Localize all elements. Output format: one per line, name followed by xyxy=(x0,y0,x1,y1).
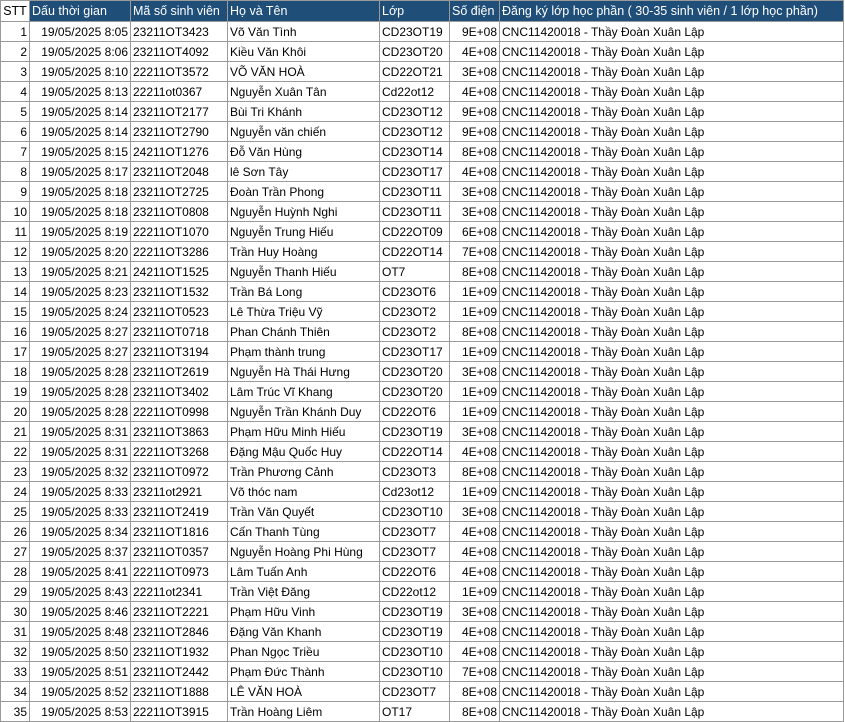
cell-timestamp[interactable]: 19/05/2025 8:52 xyxy=(30,682,131,702)
cell-student-id[interactable]: 23211OT0523 xyxy=(131,302,228,322)
table-row xyxy=(1,62,844,82)
cell-class[interactable]: CD23OT19 xyxy=(380,622,450,642)
header-student-id[interactable]: Mã số sinh viên xyxy=(131,1,228,22)
cell-timestamp[interactable]: 19/05/2025 8:10 xyxy=(30,62,131,82)
cell-class[interactable]: CD23OT19 xyxy=(380,22,450,42)
cell-stt[interactable]: 29 xyxy=(1,582,30,602)
cell-class[interactable]: CD23OT7 xyxy=(380,522,450,542)
cell-class[interactable]: CD23OT14 xyxy=(380,142,450,162)
cell-timestamp[interactable]: 19/05/2025 8:21 xyxy=(30,262,131,282)
cell-full-name[interactable]: Trần Huy Hoàng xyxy=(228,242,380,262)
table-row xyxy=(1,442,844,462)
table-row xyxy=(1,102,844,122)
cell-phone[interactable]: 4E+08 xyxy=(450,82,500,102)
cell-stt[interactable]: 20 xyxy=(1,402,30,422)
cell-student-id[interactable]: 23211OT2419 xyxy=(131,502,228,522)
cell-phone[interactable]: 1E+09 xyxy=(450,302,500,322)
cell-full-name[interactable]: Nguyễn Huỳnh Nghi xyxy=(228,202,380,222)
cell-full-name[interactable]: Đỗ Văn Hùng xyxy=(228,142,380,162)
table-row xyxy=(1,462,844,482)
cell-class[interactable]: CD23OT7 xyxy=(380,542,450,562)
table-row xyxy=(1,582,844,602)
table-row xyxy=(1,542,844,562)
cell-course-registration[interactable]: CNC11420018 - Thầy Đoàn Xuân Lập xyxy=(500,182,844,202)
cell-full-name[interactable]: Võ Văn Tình xyxy=(228,22,380,42)
cell-class[interactable]: Cd22ot12 xyxy=(380,82,450,102)
cell-student-id[interactable]: 23211OT2048 xyxy=(131,162,228,182)
cell-course-registration[interactable]: CNC11420018 - Thầy Đoàn Xuân Lập xyxy=(500,662,844,682)
cell-timestamp[interactable]: 19/05/2025 8:50 xyxy=(30,642,131,662)
table-row xyxy=(1,522,844,542)
cell-phone[interactable]: 4E+08 xyxy=(450,642,500,662)
cell-phone[interactable]: 4E+08 xyxy=(450,542,500,562)
table-row xyxy=(1,402,844,422)
table-row xyxy=(1,222,844,242)
cell-full-name[interactable]: Đặng Văn Khanh xyxy=(228,622,380,642)
cell-timestamp[interactable]: 19/05/2025 8:37 xyxy=(30,542,131,562)
cell-phone[interactable]: 4E+08 xyxy=(450,622,500,642)
cell-timestamp[interactable]: 19/05/2025 8:17 xyxy=(30,162,131,182)
cell-phone[interactable]: 9E+08 xyxy=(450,22,500,42)
cell-full-name[interactable]: Đặng Mậu Quốc Huy xyxy=(228,442,380,462)
cell-student-id[interactable]: 23211OT1888 xyxy=(131,682,228,702)
cell-class[interactable]: Cd23ot12 xyxy=(380,482,450,502)
cell-full-name[interactable]: Võ thóc nam xyxy=(228,482,380,502)
header-phone[interactable]: Số điện xyxy=(450,1,500,22)
cell-class[interactable]: CD23OT2 xyxy=(380,302,450,322)
table-row xyxy=(1,562,844,582)
cell-stt[interactable]: 34 xyxy=(1,682,30,702)
cell-timestamp[interactable]: 19/05/2025 8:19 xyxy=(30,222,131,242)
table-row xyxy=(1,142,844,162)
cell-stt[interactable]: 1 xyxy=(1,22,30,42)
cell-student-id[interactable]: 23211OT3402 xyxy=(131,382,228,402)
cell-timestamp[interactable]: 19/05/2025 8:18 xyxy=(30,202,131,222)
cell-full-name[interactable]: Trần Phương Cảnh xyxy=(228,462,380,482)
cell-full-name[interactable]: Đoàn Trần Phong xyxy=(228,182,380,202)
table-row xyxy=(1,362,844,382)
cell-class[interactable]: CD23OT11 xyxy=(380,182,450,202)
table-row xyxy=(1,622,844,642)
cell-student-id[interactable]: 23211OT2725 xyxy=(131,182,228,202)
cell-phone[interactable]: 8E+08 xyxy=(450,142,500,162)
cell-phone[interactable]: 4E+08 xyxy=(450,522,500,542)
cell-class[interactable]: CD23OT17 xyxy=(380,162,450,182)
cell-stt[interactable]: 8 xyxy=(1,162,30,182)
cell-student-id[interactable]: 23211OT4092 xyxy=(131,42,228,62)
header-stt[interactable]: STT xyxy=(1,1,30,22)
cell-class[interactable]: CD22OT14 xyxy=(380,442,450,462)
table-body xyxy=(1,22,844,722)
table-row xyxy=(1,322,844,342)
cell-phone[interactable]: 4E+08 xyxy=(450,42,500,62)
cell-course-registration[interactable]: CNC11420018 - Thầy Đoàn Xuân Lập xyxy=(500,522,844,542)
cell-student-id[interactable]: 22211OT0998 xyxy=(131,402,228,422)
cell-course-registration[interactable]: CNC11420018 - Thầy Đoàn Xuân Lập xyxy=(500,342,844,362)
cell-course-registration[interactable]: CNC11420018 - Thầy Đoàn Xuân Lập xyxy=(500,22,844,42)
cell-class[interactable]: CD23OT17 xyxy=(380,342,450,362)
cell-student-id[interactable]: 23211OT2221 xyxy=(131,602,228,622)
cell-student-id[interactable]: 23211OT0808 xyxy=(131,202,228,222)
cell-full-name[interactable]: Kiều Văn Khôi xyxy=(228,42,380,62)
cell-student-id[interactable]: 22211OT3286 xyxy=(131,242,228,262)
header-class[interactable]: Lớp xyxy=(380,1,450,22)
cell-class[interactable]: CD23OT10 xyxy=(380,642,450,662)
table-row xyxy=(1,22,844,42)
cell-stt[interactable]: 21 xyxy=(1,422,30,442)
cell-course-registration[interactable]: CNC11420018 - Thầy Đoàn Xuân Lập xyxy=(500,242,844,262)
cell-student-id[interactable]: 23211OT3863 xyxy=(131,422,228,442)
table-row xyxy=(1,162,844,182)
cell-stt[interactable]: 12 xyxy=(1,242,30,262)
cell-stt[interactable]: 10 xyxy=(1,202,30,222)
cell-student-id[interactable]: 23211OT2177 xyxy=(131,102,228,122)
cell-course-registration[interactable]: CNC11420018 - Thầy Đoàn Xuân Lập xyxy=(500,482,844,502)
cell-course-registration[interactable]: CNC11420018 - Thầy Đoàn Xuân Lập xyxy=(500,562,844,582)
cell-full-name[interactable]: Nguyễn Hà Thái Hưng xyxy=(228,362,380,382)
cell-full-name[interactable]: Trần Việt Đăng xyxy=(228,582,380,602)
table-row xyxy=(1,182,844,202)
cell-full-name[interactable]: Nguyễn Thanh Hiếu xyxy=(228,262,380,282)
cell-stt[interactable]: 9 xyxy=(1,182,30,202)
cell-stt[interactable]: 24 xyxy=(1,482,30,502)
cell-class[interactable]: CD23OT11 xyxy=(380,202,450,222)
cell-student-id[interactable]: 23211OT2619 xyxy=(131,362,228,382)
cell-phone[interactable]: 3E+08 xyxy=(450,182,500,202)
cell-course-registration[interactable]: CNC11420018 - Thầy Đoàn Xuân Lập xyxy=(500,142,844,162)
table-row xyxy=(1,482,844,502)
cell-class[interactable]: CD23OT19 xyxy=(380,602,450,622)
cell-class[interactable]: CD23OT20 xyxy=(380,42,450,62)
cell-phone[interactable]: 4E+08 xyxy=(450,562,500,582)
cell-timestamp[interactable]: 19/05/2025 8:33 xyxy=(30,502,131,522)
table-row xyxy=(1,82,844,102)
cell-course-registration[interactable]: CNC11420018 - Thầy Đoàn Xuân Lập xyxy=(500,362,844,382)
cell-full-name[interactable]: Lâm Trúc Vĩ Khang xyxy=(228,382,380,402)
table-row xyxy=(1,642,844,662)
cell-timestamp[interactable]: 19/05/2025 8:24 xyxy=(30,302,131,322)
cell-timestamp[interactable]: 19/05/2025 8:51 xyxy=(30,662,131,682)
cell-course-registration[interactable]: CNC11420018 - Thầy Đoàn Xuân Lập xyxy=(500,422,844,442)
cell-student-id[interactable]: 23211OT3194 xyxy=(131,342,228,362)
cell-stt[interactable]: 18 xyxy=(1,362,30,382)
cell-phone[interactable]: 8E+08 xyxy=(450,702,500,722)
cell-full-name[interactable]: lê Sơn Tây xyxy=(228,162,380,182)
cell-stt[interactable]: 27 xyxy=(1,542,30,562)
cell-student-id[interactable]: 22211OT3268 xyxy=(131,442,228,462)
cell-class[interactable]: CD22OT09 xyxy=(380,222,450,242)
cell-phone[interactable]: 9E+08 xyxy=(450,122,500,142)
cell-course-registration[interactable]: CNC11420018 - Thầy Đoàn Xuân Lập xyxy=(500,282,844,302)
table-row xyxy=(1,202,844,222)
cell-phone[interactable]: 1E+09 xyxy=(450,402,500,422)
cell-class[interactable]: CD23OT2 xyxy=(380,322,450,342)
cell-course-registration[interactable]: CNC11420018 - Thầy Đoàn Xuân Lập xyxy=(500,642,844,662)
cell-full-name[interactable]: Lâm Tuấn Anh xyxy=(228,562,380,582)
cell-full-name[interactable]: Trần Văn Quyết xyxy=(228,502,380,522)
cell-student-id[interactable]: 23211OT1532 xyxy=(131,282,228,302)
cell-course-registration[interactable]: CNC11420018 - Thầy Đoàn Xuân Lập xyxy=(500,82,844,102)
cell-student-id[interactable]: 23211OT0972 xyxy=(131,462,228,482)
cell-timestamp[interactable]: 19/05/2025 8:27 xyxy=(30,322,131,342)
cell-full-name[interactable]: Nguyễn Hoàng Phi Hùng xyxy=(228,542,380,562)
cell-student-id[interactable]: 23211OT2790 xyxy=(131,122,228,142)
table-row xyxy=(1,382,844,402)
cell-timestamp[interactable]: 19/05/2025 8:33 xyxy=(30,482,131,502)
cell-stt[interactable]: 11 xyxy=(1,222,30,242)
cell-stt[interactable]: 32 xyxy=(1,642,30,662)
cell-stt[interactable]: 16 xyxy=(1,322,30,342)
cell-class[interactable]: CD23OT20 xyxy=(380,362,450,382)
cell-full-name[interactable]: Phạm Hữu Minh Hiếu xyxy=(228,422,380,442)
cell-student-id[interactable]: 22211ot0367 xyxy=(131,82,228,102)
cell-class[interactable]: CD23OT7 xyxy=(380,682,450,702)
cell-full-name[interactable]: Phan Chánh Thiên xyxy=(228,322,380,342)
cell-timestamp[interactable]: 19/05/2025 8:43 xyxy=(30,582,131,602)
cell-timestamp[interactable]: 19/05/2025 8:32 xyxy=(30,462,131,482)
cell-stt[interactable]: 7 xyxy=(1,142,30,162)
cell-timestamp[interactable]: 19/05/2025 8:06 xyxy=(30,42,131,62)
cell-full-name[interactable]: Trần Bá Long xyxy=(228,282,380,302)
cell-course-registration[interactable]: CNC11420018 - Thầy Đoàn Xuân Lập xyxy=(500,42,844,62)
cell-class[interactable]: CD22OT21 xyxy=(380,62,450,82)
cell-student-id[interactable]: 23211OT0718 xyxy=(131,322,228,342)
cell-class[interactable]: CD23OT10 xyxy=(380,662,450,682)
cell-timestamp[interactable]: 19/05/2025 8:23 xyxy=(30,282,131,302)
cell-class[interactable]: CD23OT19 xyxy=(380,422,450,442)
cell-stt[interactable]: 13 xyxy=(1,262,30,282)
cell-student-id[interactable]: 22211OT3572 xyxy=(131,62,228,82)
cell-timestamp[interactable]: 19/05/2025 8:20 xyxy=(30,242,131,262)
cell-timestamp[interactable]: 19/05/2025 8:05 xyxy=(30,22,131,42)
cell-course-registration[interactable]: CNC11420018 - Thầy Đoàn Xuân Lập xyxy=(500,602,844,622)
cell-timestamp[interactable]: 19/05/2025 8:13 xyxy=(30,82,131,102)
cell-stt[interactable]: 19 xyxy=(1,382,30,402)
cell-student-id[interactable]: 22211ot2341 xyxy=(131,582,228,602)
header-timestamp[interactable]: Dấu thời gian xyxy=(30,1,131,22)
cell-timestamp[interactable]: 19/05/2025 8:14 xyxy=(30,102,131,122)
cell-phone[interactable]: 3E+08 xyxy=(450,422,500,442)
cell-timestamp[interactable]: 19/05/2025 8:46 xyxy=(30,602,131,622)
cell-phone[interactable]: 1E+09 xyxy=(450,482,500,502)
table-row xyxy=(1,502,844,522)
cell-phone[interactable]: 3E+08 xyxy=(450,502,500,522)
cell-course-registration[interactable]: CNC11420018 - Thầy Đoàn Xuân Lập xyxy=(500,162,844,182)
cell-course-registration[interactable]: CNC11420018 - Thầy Đoàn Xuân Lập xyxy=(500,402,844,422)
cell-student-id[interactable]: 22211OT0973 xyxy=(131,562,228,582)
cell-phone[interactable]: 1E+09 xyxy=(450,282,500,302)
table-row xyxy=(1,422,844,442)
cell-class[interactable]: CD23OT12 xyxy=(380,102,450,122)
cell-timestamp[interactable]: 19/05/2025 8:48 xyxy=(30,622,131,642)
cell-phone[interactable]: 4E+08 xyxy=(450,442,500,462)
cell-phone[interactable]: 7E+08 xyxy=(450,242,500,262)
cell-course-registration[interactable]: CNC11420018 - Thầy Đoàn Xuân Lập xyxy=(500,622,844,642)
cell-class[interactable]: CD22OT6 xyxy=(380,402,450,422)
cell-student-id[interactable]: 23211OT1932 xyxy=(131,642,228,662)
cell-full-name[interactable]: Nguyễn Trần Khánh Duy xyxy=(228,402,380,422)
cell-stt[interactable]: 3 xyxy=(1,62,30,82)
cell-timestamp[interactable]: 19/05/2025 8:41 xyxy=(30,562,131,582)
table-row xyxy=(1,242,844,262)
cell-class[interactable]: CD23OT10 xyxy=(380,502,450,522)
table-row xyxy=(1,682,844,702)
cell-full-name[interactable]: Phạm Đức Thành xyxy=(228,662,380,682)
cell-course-registration[interactable]: CNC11420018 - Thầy Đoàn Xuân Lập xyxy=(500,542,844,562)
table-row xyxy=(1,302,844,322)
cell-course-registration[interactable]: CNC11420018 - Thầy Đoàn Xuân Lập xyxy=(500,462,844,482)
cell-phone[interactable]: 3E+08 xyxy=(450,202,500,222)
table-row xyxy=(1,262,844,282)
cell-course-registration[interactable]: CNC11420018 - Thầy Đoàn Xuân Lập xyxy=(500,382,844,402)
cell-class[interactable]: CD23OT20 xyxy=(380,382,450,402)
cell-student-id[interactable]: 23211OT3423 xyxy=(131,22,228,42)
cell-full-name[interactable]: Trần Hoàng Liêm xyxy=(228,702,380,722)
cell-phone[interactable]: 3E+08 xyxy=(450,62,500,82)
cell-full-name[interactable]: Lê Thừa Triệu Vỹ xyxy=(228,302,380,322)
cell-phone[interactable]: 3E+08 xyxy=(450,362,500,382)
table-row xyxy=(1,342,844,362)
header-row xyxy=(1,1,844,22)
cell-full-name[interactable]: Phạm thành trung xyxy=(228,342,380,362)
cell-stt[interactable]: 22 xyxy=(1,442,30,462)
cell-stt[interactable]: 17 xyxy=(1,342,30,362)
cell-course-registration[interactable]: CNC11420018 - Thầy Đoàn Xuân Lập xyxy=(500,222,844,242)
cell-student-id[interactable]: 23211OT2442 xyxy=(131,662,228,682)
cell-class[interactable]: OT7 xyxy=(380,262,450,282)
cell-stt[interactable]: 6 xyxy=(1,122,30,142)
cell-class[interactable]: CD23OT6 xyxy=(380,282,450,302)
cell-phone[interactable]: 8E+08 xyxy=(450,462,500,482)
cell-class[interactable]: CD22OT6 xyxy=(380,562,450,582)
cell-student-id[interactable]: 22211OT3915 xyxy=(131,702,228,722)
cell-course-registration[interactable]: CNC11420018 - Thầy Đoàn Xuân Lập xyxy=(500,62,844,82)
cell-timestamp[interactable]: 19/05/2025 8:31 xyxy=(30,422,131,442)
cell-course-registration[interactable]: CNC11420018 - Thầy Đoàn Xuân Lập xyxy=(500,122,844,142)
cell-course-registration[interactable]: CNC11420018 - Thầy Đoàn Xuân Lập xyxy=(500,262,844,282)
table-row xyxy=(1,602,844,622)
cell-phone[interactable]: 6E+08 xyxy=(450,222,500,242)
cell-timestamp[interactable]: 19/05/2025 8:53 xyxy=(30,702,131,722)
cell-student-id[interactable]: 22211OT1070 xyxy=(131,222,228,242)
cell-student-id[interactable]: 23211OT1816 xyxy=(131,522,228,542)
cell-phone[interactable]: 8E+08 xyxy=(450,322,500,342)
cell-timestamp[interactable]: 19/05/2025 8:31 xyxy=(30,442,131,462)
cell-phone[interactable]: 7E+08 xyxy=(450,662,500,682)
cell-course-registration[interactable]: CNC11420018 - Thầy Đoàn Xuân Lập xyxy=(500,302,844,322)
cell-phone[interactable]: 3E+08 xyxy=(450,602,500,622)
cell-phone[interactable]: 1E+09 xyxy=(450,382,500,402)
cell-student-id[interactable]: 23211OT2846 xyxy=(131,622,228,642)
cell-stt[interactable]: 25 xyxy=(1,502,30,522)
cell-phone[interactable]: 8E+08 xyxy=(450,682,500,702)
cell-stt[interactable]: 33 xyxy=(1,662,30,682)
cell-full-name[interactable]: Phan Ngọc Triều xyxy=(228,642,380,662)
cell-full-name[interactable]: LÊ VĂN HOÀ xyxy=(228,682,380,702)
cell-course-registration[interactable]: CNC11420018 - Thầy Đoàn Xuân Lập xyxy=(500,322,844,342)
cell-stt[interactable]: 15 xyxy=(1,302,30,322)
cell-full-name[interactable]: Bùi Tri Khánh xyxy=(228,102,380,122)
cell-stt[interactable]: 2 xyxy=(1,42,30,62)
cell-timestamp[interactable]: 19/05/2025 8:34 xyxy=(30,522,131,542)
table-row xyxy=(1,122,844,142)
cell-phone[interactable]: 9E+08 xyxy=(450,102,500,122)
cell-student-id[interactable]: 24211OT1525 xyxy=(131,262,228,282)
cell-timestamp[interactable]: 19/05/2025 8:14 xyxy=(30,122,131,142)
cell-timestamp[interactable]: 19/05/2025 8:28 xyxy=(30,362,131,382)
cell-student-id[interactable]: 23211ot2921 xyxy=(131,482,228,502)
cell-course-registration[interactable]: CNC11420018 - Thầy Đoàn Xuân Lập xyxy=(500,502,844,522)
cell-stt[interactable]: 14 xyxy=(1,282,30,302)
table-row xyxy=(1,702,844,722)
header-course-registration[interactable]: Đăng ký lớp học phần ( 30-35 sinh viên / 1 lớp học phần) xyxy=(500,1,844,22)
cell-class[interactable]: CD23OT12 xyxy=(380,122,450,142)
cell-timestamp[interactable]: 19/05/2025 8:28 xyxy=(30,402,131,422)
cell-phone[interactable]: 4E+08 xyxy=(450,162,500,182)
cell-full-name[interactable]: Nguyễn văn chiến xyxy=(228,122,380,142)
cell-course-registration[interactable]: CNC11420018 - Thầy Đoàn Xuân Lập xyxy=(500,702,844,722)
cell-class[interactable]: CD22OT14 xyxy=(380,242,450,262)
cell-course-registration[interactable]: CNC11420018 - Thầy Đoàn Xuân Lập xyxy=(500,582,844,602)
cell-timestamp[interactable]: 19/05/2025 8:15 xyxy=(30,142,131,162)
cell-timestamp[interactable]: 19/05/2025 8:27 xyxy=(30,342,131,362)
table-row xyxy=(1,42,844,62)
cell-stt[interactable]: 4 xyxy=(1,82,30,102)
cell-student-id[interactable]: 24211OT1276 xyxy=(131,142,228,162)
cell-course-registration[interactable]: CNC11420018 - Thầy Đoàn Xuân Lập xyxy=(500,102,844,122)
cell-stt[interactable]: 5 xyxy=(1,102,30,122)
cell-phone[interactable]: 1E+09 xyxy=(450,582,500,602)
table-row xyxy=(1,282,844,302)
cell-course-registration[interactable]: CNC11420018 - Thầy Đoàn Xuân Lập xyxy=(500,202,844,222)
cell-timestamp[interactable]: 19/05/2025 8:18 xyxy=(30,182,131,202)
cell-course-registration[interactable]: CNC11420018 - Thầy Đoàn Xuân Lập xyxy=(500,682,844,702)
cell-stt[interactable]: 23 xyxy=(1,462,30,482)
cell-class[interactable]: CD23OT3 xyxy=(380,462,450,482)
cell-stt[interactable]: 30 xyxy=(1,602,30,622)
cell-timestamp[interactable]: 19/05/2025 8:28 xyxy=(30,382,131,402)
cell-class[interactable]: CD22ot12 xyxy=(380,582,450,602)
cell-class[interactable]: OT17 xyxy=(380,702,450,722)
cell-course-registration[interactable]: CNC11420018 - Thầy Đoàn Xuân Lập xyxy=(500,442,844,462)
cell-stt[interactable]: 28 xyxy=(1,562,30,582)
cell-full-name[interactable]: VÕ VĂN HOÀ xyxy=(228,62,380,82)
cell-full-name[interactable]: Nguyễn Trung Hiếu xyxy=(228,222,380,242)
cell-stt[interactable]: 26 xyxy=(1,522,30,542)
cell-full-name[interactable]: Cấn Thanh Tùng xyxy=(228,522,380,542)
cell-stt[interactable]: 31 xyxy=(1,622,30,642)
table-row xyxy=(1,662,844,682)
cell-full-name[interactable]: Nguyễn Xuân Tân xyxy=(228,82,380,102)
cell-full-name[interactable]: Phạm Hữu Vinh xyxy=(228,602,380,622)
header-full-name[interactable]: Họ và Tên xyxy=(228,1,380,22)
cell-stt[interactable]: 35 xyxy=(1,702,30,722)
cell-phone[interactable]: 1E+09 xyxy=(450,342,500,362)
cell-phone[interactable]: 8E+08 xyxy=(450,262,500,282)
cell-student-id[interactable]: 23211OT0357 xyxy=(131,542,228,562)
